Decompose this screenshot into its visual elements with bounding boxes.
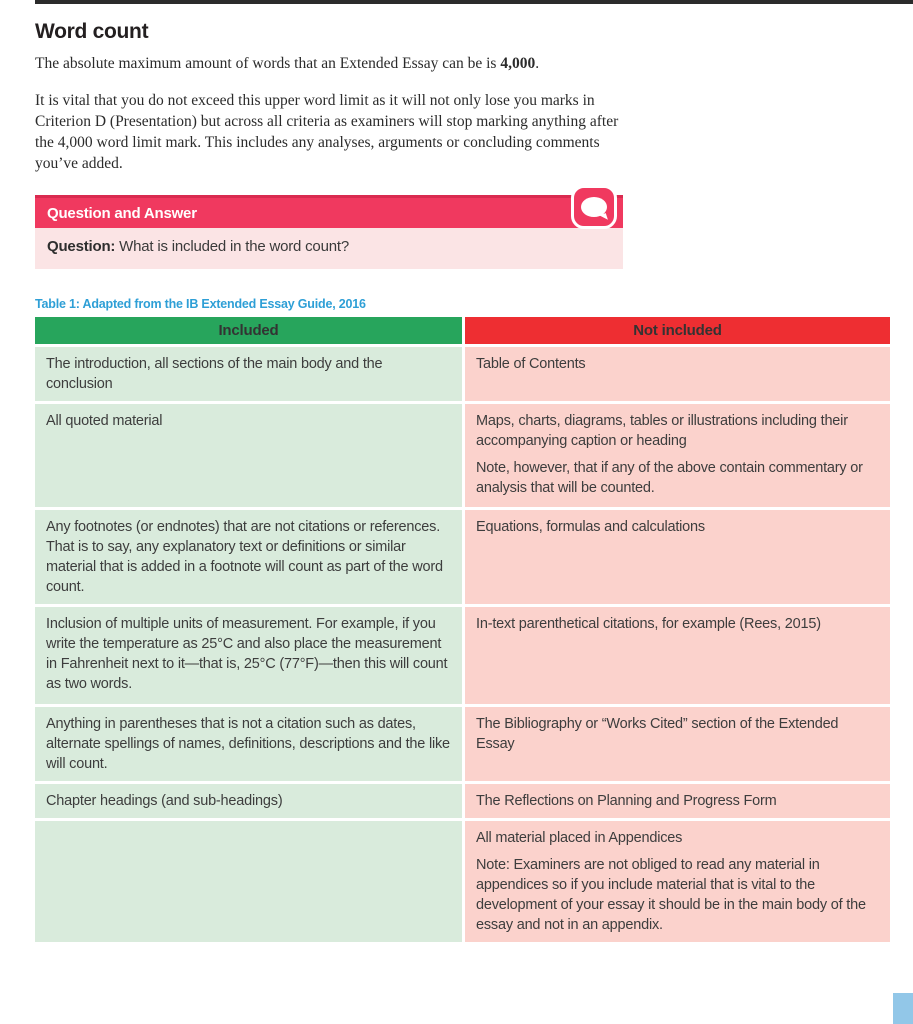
table-cell-not-included	[465, 707, 890, 784]
intro-paragraph-1-text: The absolute maximum amount of words that an Extended Essay can be is	[35, 55, 501, 72]
cell-paragraph: Maps, charts, diagrams, tables or illustrations including their accompanying caption or heading	[476, 413, 848, 449]
speech-bubble-icon	[571, 185, 617, 229]
table-row	[35, 607, 890, 707]
cell-paragraph: Chapter headings (and sub-headings)	[46, 793, 283, 809]
intro-paragraph-1-end: .	[535, 55, 540, 72]
word-limit-value: 4,000	[500, 55, 536, 72]
table-row	[35, 404, 890, 510]
page-title: Word count	[35, 20, 149, 43]
table-cell-included	[35, 784, 465, 821]
table-row	[35, 510, 890, 607]
intro-paragraph-1	[35, 53, 623, 74]
question-text: What is included in the word count?	[115, 238, 349, 255]
cell-paragraph: In-text parenthetical citations, for example (Rees, 2015)	[476, 616, 821, 632]
table-cell-included	[35, 404, 465, 510]
word-count-table	[35, 317, 890, 945]
table-cell-not-included	[465, 510, 890, 607]
table-cell-included	[35, 347, 465, 404]
table-row	[35, 347, 890, 404]
table-row	[35, 821, 890, 945]
question-answer-header	[35, 195, 623, 228]
cell-paragraph: The introduction, all sections of the main body and the conclusion	[46, 356, 383, 392]
cell-paragraph: Any footnotes (or endnotes) that are not citations or references. That is to say, any explanatory text or definitions or similar material that is added in a footnote will count as part of the word count.	[46, 519, 443, 595]
cell-paragraph: Table of Contents	[476, 356, 586, 372]
table-cell-included	[35, 607, 465, 707]
table-cell-not-included	[465, 404, 890, 510]
cell-paragraph: The Reflections on Planning and Progress Form	[476, 793, 777, 809]
table-row	[35, 784, 890, 821]
column-header-included: Included	[35, 317, 465, 347]
scrollbar-thumb[interactable]	[893, 993, 913, 1024]
intro-paragraph-2: It is vital that you do not exceed this upper word limit as it will not only lose you marks in Criterion D (Presentation) but across all criteria as examiners will stop marking anything after the 4,000 word limit mark. This includes any analyses, arguments or concluding comments you’ve added.	[35, 92, 619, 172]
cell-paragraph: Note, however, that if any of the above contain commentary or analysis that will be counted.	[476, 460, 863, 496]
table-cell-included	[35, 707, 465, 784]
table-cell-not-included	[465, 347, 890, 404]
cell-paragraph: Anything in parentheses that is not a citation such as dates, alternate spellings of names, definitions, descriptions and the like will count.	[46, 716, 450, 772]
main-content	[35, 20, 890, 945]
speech-bubble-tail	[599, 213, 608, 222]
cell-paragraph: Equations, formulas and calculations	[476, 519, 705, 535]
table-cell-included	[35, 821, 465, 945]
cell-paragraph: All material placed in Appendices	[476, 830, 683, 846]
column-header-not-included: Not included	[465, 317, 890, 347]
table-cell-not-included	[465, 821, 890, 945]
cell-paragraph: All quoted material	[46, 413, 163, 429]
cell-paragraph: Inclusion of multiple units of measurement. For example, if you write the temperature as 25°C and also place the measurement in Fahrenheit next to it—that is, 25°C (77°F)—then this will count as two words.	[46, 616, 448, 692]
question-answer-header-label: Question and Answer	[47, 204, 197, 222]
table-row	[35, 707, 890, 784]
question-label: Question:	[47, 238, 116, 255]
table-cell-not-included	[465, 607, 890, 707]
question-answer-body	[35, 228, 623, 269]
table-cell-included	[35, 510, 465, 607]
cell-paragraph: The Bibliography or “Works Cited” section of the Extended Essay	[476, 716, 839, 752]
table-cell-not-included	[465, 784, 890, 821]
question-answer-callout	[35, 195, 623, 269]
cell-paragraph: Note: Examiners are not obliged to read any material in appendices so if you include material that is vital to the development of your essay it should be in the main body of the essay and not in an appendix.	[476, 857, 866, 933]
table-header-row	[35, 317, 890, 347]
table-caption: Table 1: Adapted from the IB Extended Essay Guide, 2016	[35, 297, 366, 311]
top-edge-bar	[35, 0, 913, 4]
